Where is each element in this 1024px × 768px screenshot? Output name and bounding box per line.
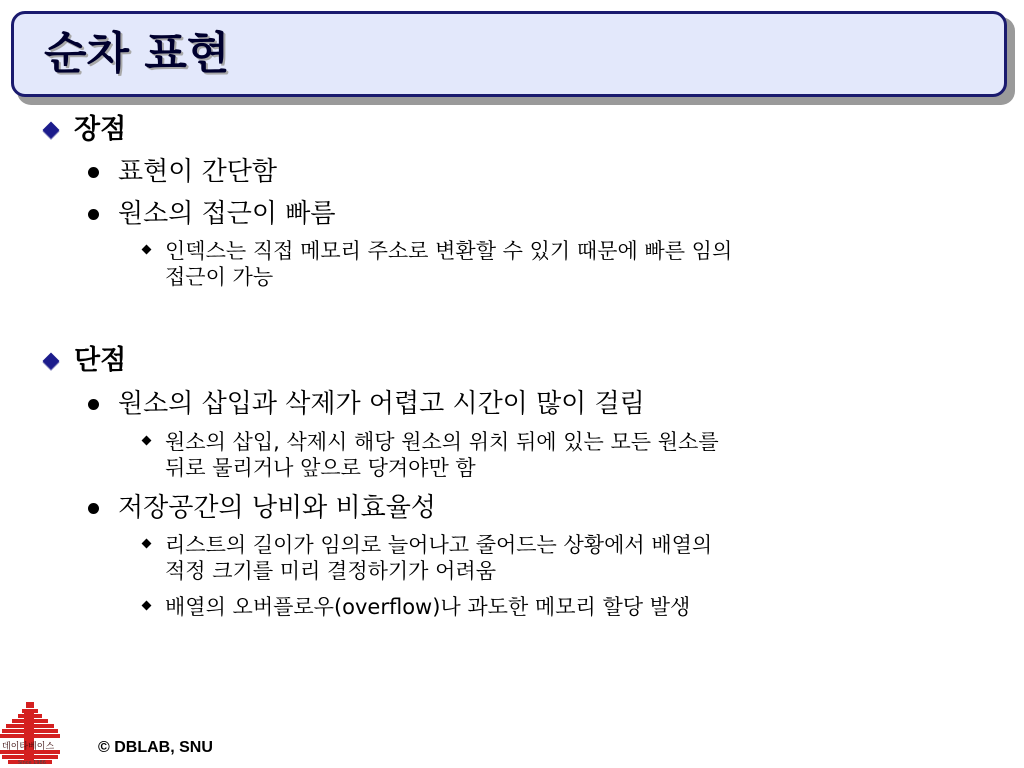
bullet-text: 저장공간의 낭비와 비효율성 (118, 493, 436, 523)
sub-bullet-item (141, 594, 955, 620)
section-advantages (40, 113, 126, 147)
sub-bullet-text: 배열의 오버플로우(overflow)나 과도한 메모리 할당 발생 (165, 595, 691, 619)
bullet-text: 원소의 삽입과 삭제가 어렵고 시간이 많이 걸림 (118, 389, 645, 419)
sub-bullet-text: 인덱스는 직접 메모리 주소로 변환할 수 있기 때문에 빠른 임의 접근이 가능 (165, 239, 733, 289)
footer-copyright: © DBLAB, SNU (98, 739, 213, 756)
dot-bullet-icon (88, 209, 99, 220)
section-disadvantages (40, 344, 126, 378)
section-heading: 장점 (74, 114, 127, 145)
sub-bullet-item (141, 238, 955, 290)
small-diamond-bullet-icon (141, 435, 153, 447)
sub-bullet-text: 리스트의 길이가 임의로 늘어나고 줄어드는 상황에서 배열의 적정 크기를 미리 결정하기가 어려움 (165, 533, 713, 583)
diamond-bullet-icon (42, 121, 60, 139)
dot-bullet-icon (88, 399, 99, 410)
sub-bullet-text: 원소의 삽입, 삭제시 해당 원소의 위치 뒤에 있는 모든 원소를 뒤로 물리거나 앞으로 당겨야만 함 (165, 430, 719, 480)
dblab-logo (0, 700, 76, 768)
dot-bullet-icon (88, 503, 99, 514)
diamond-bullet-icon (42, 352, 60, 370)
title-box (11, 11, 1007, 97)
sub-bullet-item (141, 532, 955, 584)
bullet-text: 원소의 접근이 빠름 (118, 199, 336, 229)
sub-bullet-item (141, 429, 955, 481)
small-diamond-bullet-icon (141, 538, 153, 550)
bullet-text: 표현이 간단함 (118, 157, 277, 187)
small-diamond-bullet-icon (141, 600, 153, 612)
section-heading: 단점 (74, 345, 127, 376)
dot-bullet-icon (88, 167, 99, 178)
bullet-item (88, 156, 277, 188)
slide-title: 순차 표현 (44, 28, 230, 79)
logo-caption: 데이타베이스 (2, 742, 55, 752)
small-diamond-bullet-icon (141, 244, 153, 256)
bullet-item (88, 198, 335, 230)
logo-since: Since 1986 (18, 760, 46, 766)
bullet-item (88, 492, 436, 524)
bullet-item (88, 388, 645, 420)
